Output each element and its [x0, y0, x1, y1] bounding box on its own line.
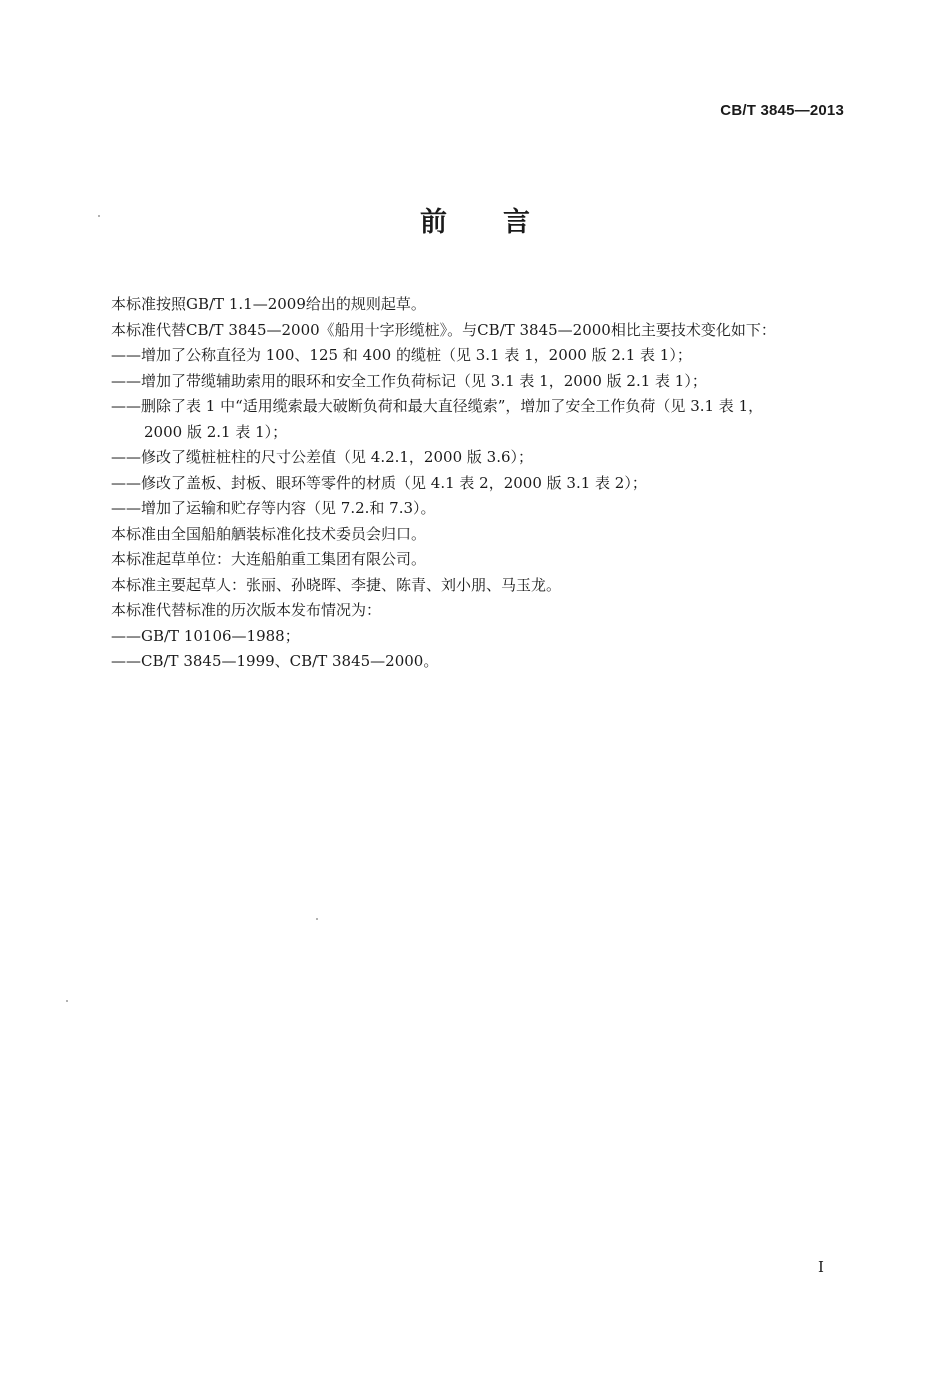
change-item: ——修改了盖板、封板、眼环等零件的材质（见 4.1 表 2，2000 版 3.1 表 2）； — [111, 473, 647, 492]
change-item: ——增加了运输和贮存等内容（见 7.2.和 7.3）。 — [111, 499, 436, 517]
standard-code: CB/T 3845—2013 — [720, 102, 844, 119]
paragraph-committee: 本标准由全国船舶舾装标准化技术委员会归口。 — [111, 524, 427, 543]
page-title: 前言 — [420, 207, 586, 238]
scan-speck — [98, 215, 100, 217]
history-item: ——CB/T 3845—1999、CB/T 3845—2000。 — [111, 652, 439, 670]
history-item: ——GB/T 10106—1988； — [111, 626, 300, 645]
change-item: ——增加了带缆辅助索用的眼环和安全工作负荷标记（见 3.1 表 1，2000 版 2.1 表 1）； — [111, 371, 707, 390]
change-item: ——增加了公称直径为 100、125 和 400 的缆桩（见 3.1 表 1，2000 版 2.1 表 1）； — [111, 346, 692, 364]
scan-speck — [316, 918, 318, 920]
paragraph-drafting-unit: 本标准起草单位：大连船舶重工集团有限公司。 — [111, 550, 427, 568]
scan-speck — [66, 1000, 68, 1002]
paragraph-version-history: 本标准代替标准的历次版本发布情况为： — [111, 601, 382, 619]
paragraph-drafters: 本标准主要起草人：张丽、孙晓晖、李捷、陈青、刘小朋、马玉龙。 — [111, 575, 562, 594]
paragraph-drafting-rules: 本标准按照GB/T 1.1—2009给出的规则起草。 — [111, 295, 426, 313]
foreword-body — [111, 292, 851, 675]
paragraph-replaces-standard: 本标准代替CB/T 3845—2000《船用十字形缆桩》。与CB/T 3845—2000相比主要技术变化如下： — [111, 320, 776, 339]
page-number: I — [818, 1258, 824, 1276]
change-item-continuation: 2000 版 2.1 表 1）； — [144, 422, 288, 441]
change-item: ——删除了表 1 中“适用缆索最大破断负荷和最大直径缆索”，增加了安全工作负荷（见 3.1 表 1， — [111, 397, 764, 415]
change-item: ——修改了缆桩桩柱的尺寸公差值（见 4.2.1，2000 版 3.6）； — [111, 448, 534, 466]
